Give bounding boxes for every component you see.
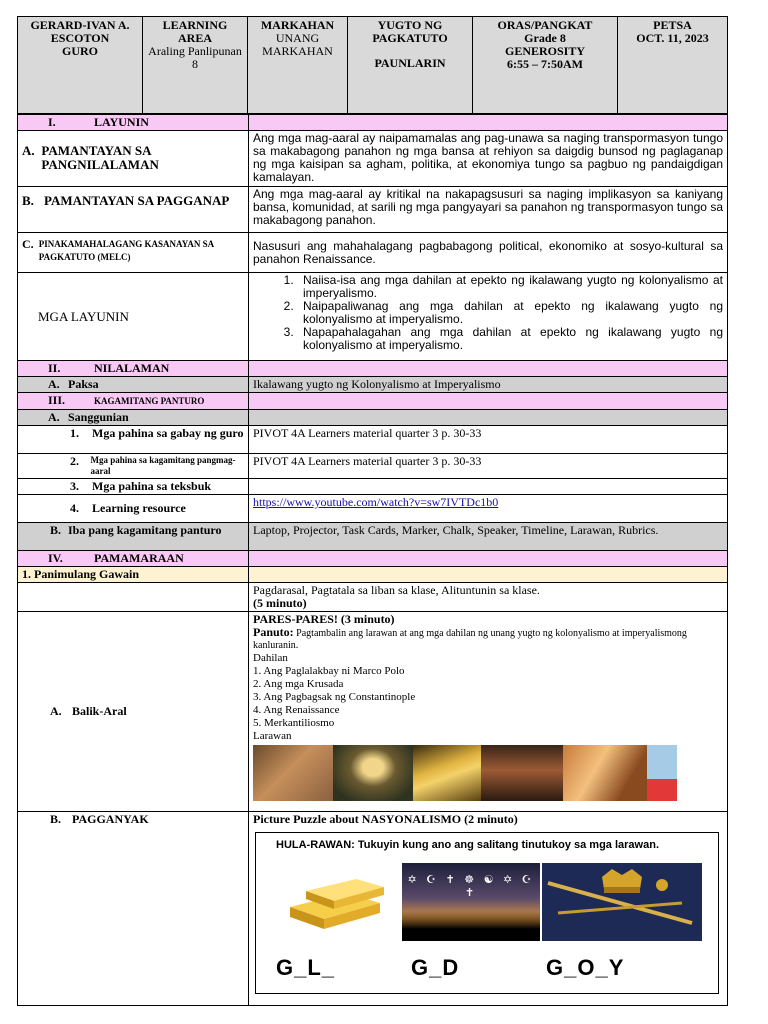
larawan-image-strip (253, 745, 677, 801)
petsa-cell (618, 17, 728, 114)
balik-cell (249, 612, 728, 812)
larawan-label: Larawan (253, 730, 292, 742)
panimula-label: 1. Panimulang Gawain (18, 567, 249, 583)
iba-label-cell (18, 523, 249, 551)
paksa-label-cell (18, 377, 249, 393)
pamantayan-nilalaman-letter: A. (22, 143, 35, 158)
ref-item-label: Mga pahina sa gabay ng guro (92, 426, 244, 440)
pagganyak-label: PAGGANYAK (72, 812, 149, 826)
dahilan-label: Dahilan (253, 652, 288, 664)
learning-area-cell (143, 17, 248, 114)
silhouettes-icon (402, 911, 540, 941)
nilalaman-title: NILALAMAN (94, 361, 170, 375)
dahilan-item: 3. Ang Pagbagsak ng Constantinople (253, 691, 416, 703)
turkey-flag-icon (647, 779, 677, 801)
layunin-header-blank (249, 115, 728, 131)
pamamaraan-title: PAMAMARAAN (94, 551, 184, 565)
puzzle-word: G_L_ (276, 955, 336, 980)
nilalaman-header (18, 361, 249, 377)
mga-layunin-label: MGA LAYUNIN (18, 273, 249, 361)
ref-item-3-label-cell (18, 479, 249, 495)
dahilan-item: 5. Merkantiliosmo (253, 717, 335, 729)
balik-label-cell (18, 612, 249, 812)
pamantayan-nilalaman-text: Ang mga mag-aaral ay naipamamalas ang pag-unawa sa naging transpormasyon tungo sa makabagong panahon ng mga bansa at rehiyon sa daigdig bunsod ng paglaganap ng mga kaisipan sa agham, politika, at ekonomiya tungo sa pagbuo ng pandaigdigan kamalayan. (249, 131, 728, 187)
ref-item-num: 4. (70, 501, 79, 515)
header-table (17, 16, 728, 114)
ref-item-1-label-cell (18, 426, 249, 454)
petsa-label: PETSA (653, 18, 692, 32)
layunin-num: I. (48, 115, 56, 129)
pamamaraan-header-blank (249, 551, 728, 567)
pagganyak-title: Picture Puzzle about NASYONALISMO (2 minuto) (253, 812, 518, 826)
dahilan-item: 2. Ang mga Krusada (253, 678, 344, 690)
renaissance-painting-image (253, 745, 333, 801)
panuto-text: Pagtambalin ang larawan at ang mga dahilan ng unang yugto ng kolonyalismo at imperyalismong kanluranin. (253, 628, 687, 651)
markahan-label: MARKAHAN (260, 18, 335, 32)
ref-item-label: Mga pahina sa kagamitang pangmag-aaral (90, 455, 236, 476)
ref-item-num: 3. (70, 479, 79, 493)
dahilan-item: 4. Ang Renaissance (253, 704, 340, 716)
ref-item-4-label-cell (18, 495, 249, 523)
panuto-label: Panuto: (253, 625, 294, 639)
pagganyak-cell (249, 812, 728, 1006)
teacher-name: GERARD-IVAN A. ESCOTON (30, 18, 130, 45)
layunin-header (18, 115, 249, 131)
puzzle-word: G_O_Y (546, 955, 625, 980)
iba-letter: B. (50, 523, 62, 537)
oras-section: GENEROSITY (504, 44, 586, 58)
layunin-title: LAYUNIN (94, 115, 149, 129)
ref-item-num: 2. (70, 454, 79, 468)
constantinople-map-image (647, 745, 677, 801)
crusades-painting-image (563, 745, 647, 801)
gold-bars-icon (276, 863, 400, 941)
kagamitan-title: KAGAMITANG PANTURO (94, 396, 205, 406)
objectives-cell (249, 273, 728, 361)
iba-label: Iba pang kagamitang panturo (68, 523, 222, 537)
gold-bars-image (413, 745, 481, 801)
sanggunian-blank (249, 410, 728, 426)
learning-area-label: LEARNING AREA (162, 18, 228, 45)
paksa-letter: A. (48, 377, 60, 391)
yugto-cell (348, 17, 473, 114)
puzzle-title: HULA-RAWAN: Tukuyin kung ano ang salitang tinutukoy sa mga larawan. (276, 839, 660, 851)
crown-sword-image (542, 863, 702, 941)
yugto-label: YUGTO NG PAGKATUTO (372, 18, 448, 45)
panimula-cell (249, 583, 728, 612)
ref-item-num: 1. (70, 426, 79, 440)
paksa-label: Paksa (68, 377, 99, 391)
melc-label-cell (18, 233, 249, 273)
oras-time: 6:55 – 7:50AM (507, 57, 583, 71)
nilalaman-header-blank (249, 361, 728, 377)
ref-item-value (249, 479, 728, 495)
oras-label: ORAS/PANGKAT (497, 18, 593, 32)
religion-symbols-image (402, 863, 540, 941)
balik-label: Balik-Aral (72, 704, 127, 718)
picture-puzzle (255, 832, 719, 994)
kagamitan-header-blank (249, 393, 728, 410)
learning-area-value: Araling Panlipunan 8 (148, 44, 242, 71)
kagamitan-header (18, 393, 249, 410)
kagamitan-num: III. (48, 393, 66, 407)
learning-resource-cell (249, 495, 728, 523)
markahan-value: UNANG MARKAHAN (262, 31, 333, 58)
mona-lisa-image (333, 745, 413, 801)
pamantayan-pagganap-text: Ang mga mag-aaral ay kritikal na nakapagsusuri sa naging implikasyon sa kaniyang bansa, komunidad, at sarili ng mga pangyayari sa panahon ng transpormasyon tungo sa makabagong panahon. (249, 187, 728, 233)
sanggunian-letter: A. (48, 410, 60, 424)
puzzle-word: G_D (411, 955, 460, 980)
pamantayan-nilalaman-label-cell (18, 131, 249, 187)
petsa-value: OCT. 11, 2023 (636, 31, 709, 45)
pamamaraan-header (18, 551, 249, 567)
pamantayan-nilalaman-label: PAMANTAYAN SA PANGNILALAMAN (41, 143, 159, 172)
learning-resource-link[interactable]: https://www.youtube.com/watch?v=sw7IVTDc1b0 (253, 495, 499, 509)
melc-letter: C. (22, 237, 34, 251)
pamantayan-pagganap-label-cell (18, 187, 249, 233)
main-table (17, 114, 728, 1006)
panimula-header-blank (249, 567, 728, 583)
paksa-value: Ikalawang yugto ng Kolonyalismo at Imperyalismo (249, 377, 728, 393)
objectives-list (253, 274, 723, 352)
ref-item-value: PIVOT 4A Learners material quarter 3 p. 30-33 (249, 426, 728, 454)
objective-item: 3. Napapahalagahan ang mga dahilan at epekto ng ikalawang yugto ng kolonyalismo at imperyalismo. (297, 326, 723, 352)
oras-cell (473, 17, 618, 114)
ref-item-label: Learning resource (92, 501, 186, 515)
nilalaman-num: II. (48, 361, 61, 375)
ref-item-label: Mga pahina sa teksbuk (92, 479, 212, 493)
pamamaraan-num: IV. (48, 551, 63, 565)
sanggunian-label: Sanggunian (68, 410, 129, 424)
balik-title: PARES-PARES! (3 minuto) (253, 612, 395, 626)
iba-value: Laptop, Projector, Task Cards, Marker, Chalk, Speaker, Timeline, Larawan, Rubrics. (249, 523, 728, 551)
ref-item-value: PIVOT 4A Learners material quarter 3 p. 30-33 (249, 454, 728, 479)
objective-item: 1. Naiisa-isa ang mga dahilan at epekto ng ikalawang yugto ng kolonyalismo at imperyalismo. (297, 274, 723, 300)
lesson-plan-sheet (17, 16, 727, 1006)
pagganyak-label-cell (18, 812, 249, 1006)
sanggunian-label-cell (18, 410, 249, 426)
dahilan-item: 1. Ang Paglalakbay ni Marco Polo (253, 665, 405, 677)
teacher-role: GURO (62, 44, 98, 58)
panimula-time: (5 minuto) (253, 596, 307, 610)
pamantayan-pagganap-letter: B. (22, 193, 34, 208)
ref-item-2-label-cell (18, 454, 249, 479)
teacher-cell (18, 17, 143, 114)
oras-grade: Grade 8 (524, 31, 566, 45)
balik-letter: A. (50, 704, 62, 718)
panimula-text: Pagdarasal, Pagtatala sa liban sa klase, Alituntunin sa klase. (253, 583, 540, 597)
melc-label: PINAKAMAHALAGANG KASANAYAN SA PAGKATUTO (MELC) (38, 239, 214, 262)
objective-item: 2. Naipapaliwanag ang mga dahilan at epekto ng ikalawang yugto ng kolonyalismo at imperyalismo. (297, 300, 723, 326)
pagganyak-letter: B. (50, 812, 62, 826)
explorer-portrait-image (481, 745, 563, 801)
religious-symbols-icon: ✡ ☪ ✝ ☸ ☯ ✡ ☪ ✝ (407, 873, 535, 899)
pamantayan-pagganap-label: PAMANTAYAN SA PAGGANAP (44, 193, 230, 208)
markahan-cell (248, 17, 348, 114)
melc-text: Nasusuri ang mahahalagang pagbabagong political, ekonomiko at sosyo-kultural sa panahon Renaissance. (249, 233, 728, 273)
panimula-blank (18, 583, 249, 612)
yugto-value: PAUNLARIN (374, 56, 446, 70)
